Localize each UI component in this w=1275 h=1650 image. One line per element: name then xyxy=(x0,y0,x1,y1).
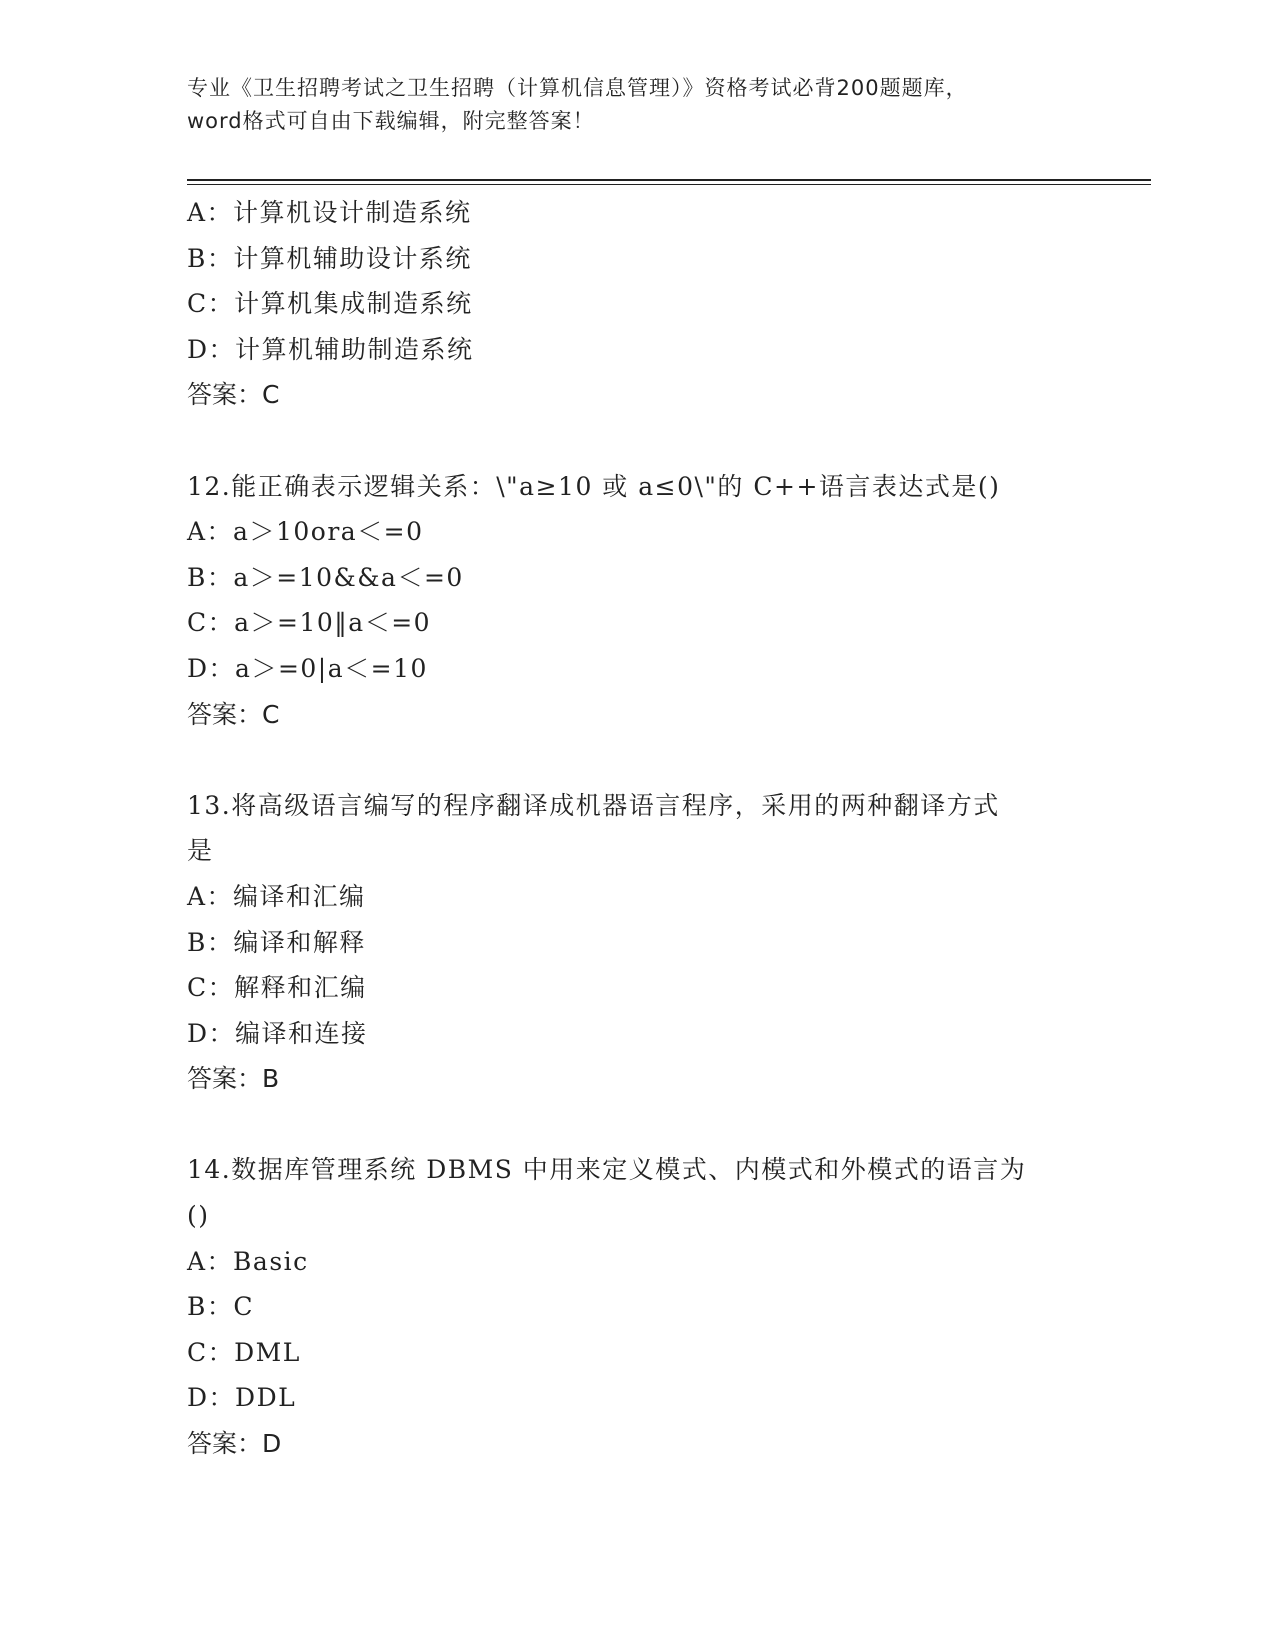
answer: 答案：D xyxy=(187,1429,282,1459)
question-13 xyxy=(187,783,1087,1102)
option-b: B：计算机辅助设计系统 xyxy=(187,243,472,273)
option-c: C：解释和汇编 xyxy=(187,973,367,1003)
option-c: C：a＞=10‖a＜=0 xyxy=(187,608,432,638)
document-header xyxy=(187,72,1087,138)
answer: 答案：C xyxy=(187,380,280,410)
header-line-2: word格式可自由下载编辑，附完整答案！ xyxy=(187,109,595,133)
header-divider-thin xyxy=(187,184,1151,185)
spacer xyxy=(187,418,1087,464)
option-a: A：计算机设计制造系统 xyxy=(187,198,472,227)
question-text-line-1: 14.数据库管理系统 DBMS 中用来定义模式、内模式和外模式的语言为 xyxy=(187,1155,1027,1185)
spacer xyxy=(187,737,1087,783)
option-d: D：编译和连接 xyxy=(187,1018,368,1048)
question-text: 12.能正确表示逻辑关系：\"a≥10 或 a≤0\"的 C++语言表达式是() xyxy=(187,471,1001,501)
option-d: D：计算机辅助制造系统 xyxy=(187,334,474,364)
question-text-line-2: 是 xyxy=(187,836,214,866)
spacer xyxy=(187,1102,1087,1148)
option-b: B：C xyxy=(187,1292,255,1322)
question-12 xyxy=(187,464,1087,738)
question-11 xyxy=(187,190,1087,418)
answer: 答案：C xyxy=(187,699,280,729)
option-c: C：DML xyxy=(187,1337,301,1367)
option-a: A：Basic xyxy=(187,1246,309,1276)
option-c: C：计算机集成制造系统 xyxy=(187,289,473,319)
answer: 答案：B xyxy=(187,1064,280,1094)
header-line-1: 专业《卫生招聘考试之卫生招聘（计算机信息管理）》资格考试必背200题题库， xyxy=(187,76,968,100)
header-divider-thick xyxy=(187,179,1151,181)
question-text-line-1: 13.将高级语言编写的程序翻译成机器语言程序，采用的两种翻译方式 xyxy=(187,790,1000,820)
option-a: A：编译和汇编 xyxy=(187,881,366,911)
question-list xyxy=(187,190,1087,1467)
option-d: D：DDL xyxy=(187,1383,297,1413)
option-b: B：编译和解释 xyxy=(187,927,366,957)
option-a: A：a＞10ora＜=0 xyxy=(187,517,424,547)
option-b: B：a＞=10&&a＜=0 xyxy=(187,562,464,592)
question-14 xyxy=(187,1147,1087,1466)
question-text-line-2: () xyxy=(187,1201,210,1231)
option-d: D：a＞=0|a＜=10 xyxy=(187,653,428,683)
